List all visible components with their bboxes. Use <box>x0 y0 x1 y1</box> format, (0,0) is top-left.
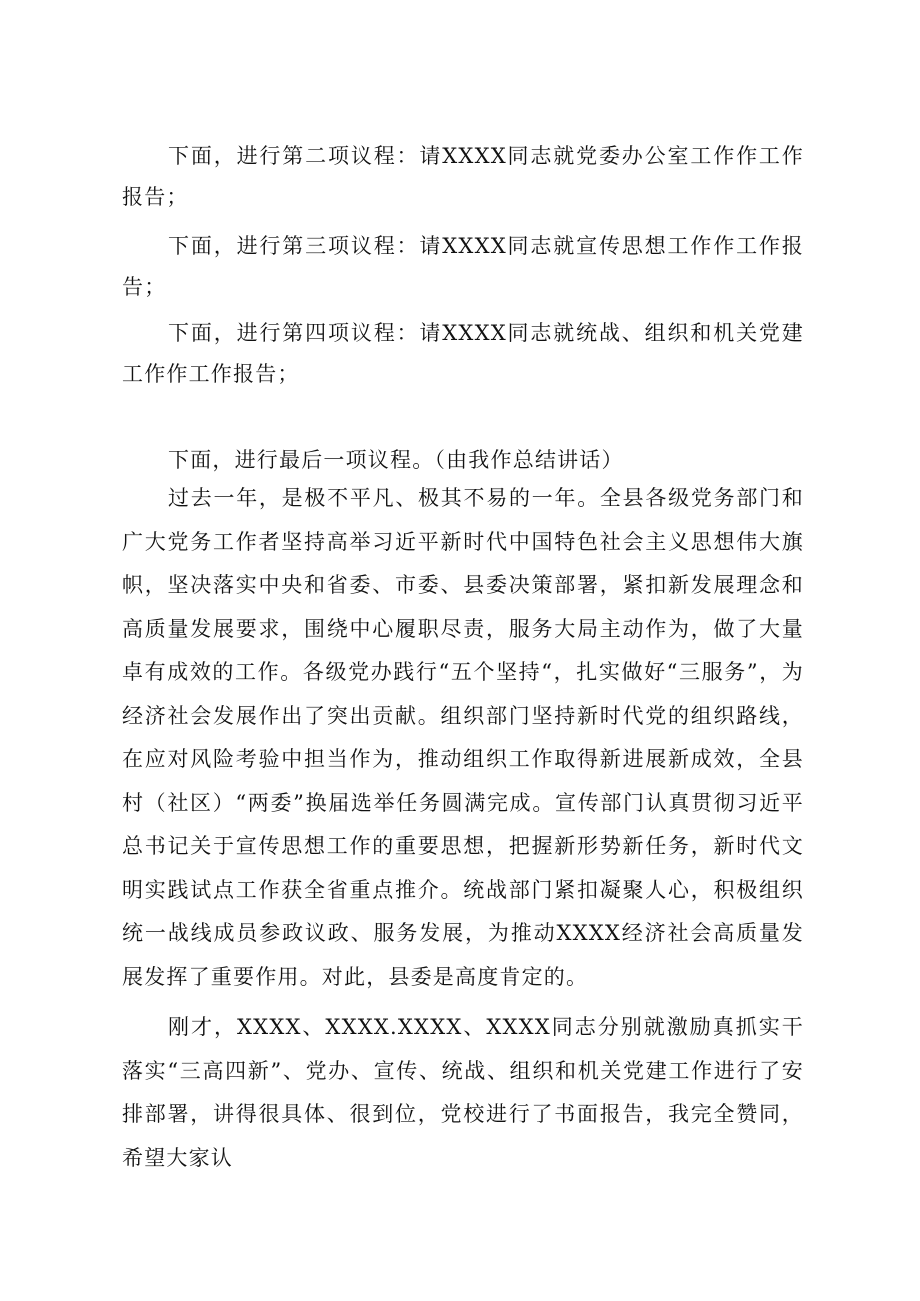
paragraph-agenda-item-4: 下面，进行第四项议程：请XXXX同志就统战、组织和机关党建工作作工作报告； <box>122 321 804 386</box>
paragraph-agenda-item-2: 下面，进行第二项议程：请XXXX同志就党委办公室工作作工作报告； <box>122 144 804 209</box>
paragraph-year-review: 过去一年，是极不平凡、极其不易的一年。全县各级党务部门和广大党务工作者坚持高举习近平新时代中国特色社会主义思想伟大旗帜，坚决落实中央和省委、市委、县委决策部署，紧扣新发展理念和高质量发展要求，围绕中心履职尽责，服务大局主动作为，做了大量卓有成效的工作。各级党办践行“五个坚持“，扎实做好“三服务”，为经济社会发展作出了突出贡献。组织部门坚持新时代党的组织路线，在应对风险考验中担当作为，推动组织工作取得新进展新成效，全县村（社区）“两委”换届选举任务圆满完成。宣传部门认真贯彻习近平总书记关于宣传思想工作的重要思想，把握新形势新任务，新时代文明实践试点工作获全省重点推介。统战部门紧扣凝聚人心，积极组织统一战线成员参政议政、服务发展，为推动XXXX经济社会高质量发展发挥了重要作用。对此，县委是高度肯定的。 <box>122 486 804 989</box>
paragraph-remarks: 刚才，XXXX、XXXX.XXXX、XXXX同志分别就激励真抓实干落实“三高四新”、党办、宣传、统战、组织和机关党建工作进行了安排部署，讲得很具体、很到位，党校进行了书面报告，我完全赞同，希望大家认 <box>122 1015 804 1170</box>
paragraph-final-agenda-item: 下面，进行最后一项议程。（由我作总结讲话） <box>168 448 624 472</box>
paragraph-agenda-item-3: 下面，进行第三项议程：请XXXX同志就宣传思想工作作工作报告； <box>122 234 804 299</box>
